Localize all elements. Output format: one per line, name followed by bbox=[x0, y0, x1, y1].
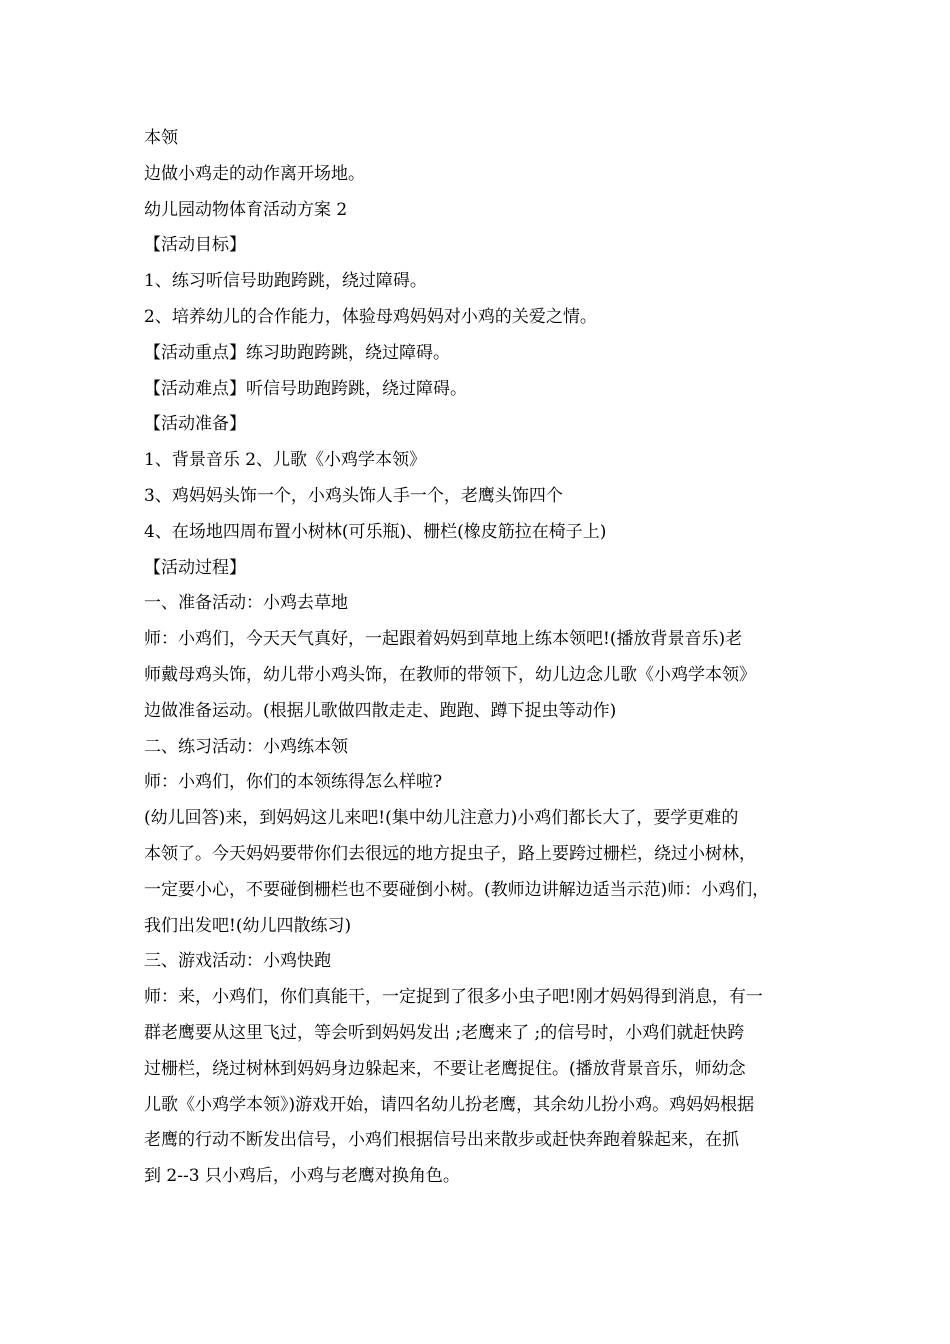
goal-item: 2、培养幼儿的合作能力，体验母鸡妈妈对小鸡的关爱之情。 bbox=[144, 306, 597, 327]
paragraph-line: 本领了。今天妈妈要带你们去很远的地方捉虫子，路上要跨过栅栏，绕过小树林， bbox=[144, 843, 756, 864]
section-heading-preparation: 【活动准备】 bbox=[144, 414, 246, 435]
plan-title: 幼儿园动物体育活动方案 2 bbox=[144, 199, 348, 220]
preparation-item: 1、背景音乐 2、儿歌《小鸡学本领》 bbox=[144, 450, 427, 471]
subsection-title: 一、准备活动：小鸡去草地 bbox=[144, 593, 348, 614]
paragraph-line: 师：小鸡们，今天天气真好，一起跟着妈妈到草地上练本领吧!(播放背景音乐)老 bbox=[144, 629, 743, 650]
paragraph-line: 群老鹰要从这里飞过，等会听到妈妈发出 ;老鹰来了 ;的信号时，小鸡们就赶快跨 bbox=[144, 1022, 745, 1043]
section-heading-process: 【活动过程】 bbox=[144, 557, 246, 578]
paragraph-line: 过栅栏，绕过树林到妈妈身边躲起来，不要让老鹰捉住。(播放背景音乐，师幼念 bbox=[144, 1058, 746, 1079]
preparation-item: 3、鸡妈妈头饰一个，小鸡头饰人手一个，老鹰头饰四个 bbox=[144, 485, 563, 506]
text-line: 本领 bbox=[144, 128, 178, 148]
text-line: 边做小鸡走的动作离开场地。 bbox=[144, 163, 365, 184]
difficulty-line: 【活动难点】听信号助跑跨跳，绕过障碍。 bbox=[144, 378, 467, 399]
paragraph-line: 一定要小心，不要碰倒栅栏也不要碰倒小树。(教师边讲解边适当示范)师：小鸡们， bbox=[144, 879, 770, 900]
paragraph-line: 老鹰的行动不断发出信号，小鸡们根据信号出来散步或赶快奔跑着躲起来，在抓 bbox=[144, 1130, 739, 1151]
paragraph-line: 到 2--3 只小鸡后，小鸡与老鹰对换角色。 bbox=[144, 1166, 460, 1187]
subsection-title: 三、游戏活动：小鸡快跑 bbox=[144, 951, 331, 972]
goal-item: 1、练习听信号助跑跨跳，绕过障碍。 bbox=[144, 271, 427, 292]
section-heading-goals: 【活动目标】 bbox=[144, 235, 246, 256]
focus-line: 【活动重点】练习助跑跨跳，绕过障碍。 bbox=[144, 342, 450, 363]
paragraph-line: 儿歌《小鸡学本领》)游戏开始，请四名幼儿扮老鹰，其余幼儿扮小鸡。鸡妈妈根据 bbox=[144, 1094, 755, 1115]
paragraph-line: 师戴母鸡头饰，幼儿带小鸡头饰，在教师的带领下，幼儿边念儿歌《小鸡学本领》 bbox=[144, 664, 756, 685]
paragraph-line: 师：来，小鸡们，你们真能干，一定捉到了很多小虫子吧!刚才妈妈得到消息，有一 bbox=[144, 987, 763, 1008]
paragraph-line: 师：小鸡们，你们的本领练得怎么样啦? bbox=[144, 772, 443, 793]
paragraph-line: 边做准备运动。(根据儿歌做四散走走、跑跑、蹲下捉虫等动作) bbox=[144, 700, 617, 721]
document-body bbox=[144, 121, 816, 1195]
paragraph-line: 我们出发吧!(幼儿四散练习) bbox=[144, 915, 352, 936]
preparation-item: 4、在场地四周布置小树林(可乐瓶)、栅栏(橡皮筋拉在椅子上) bbox=[144, 521, 607, 542]
paragraph-line: (幼儿回答)来，到妈妈这儿来吧!(集中幼儿注意力)小鸡们都长大了，要学更难的 bbox=[144, 808, 739, 829]
subsection-title: 二、练习活动：小鸡练本领 bbox=[144, 736, 348, 757]
